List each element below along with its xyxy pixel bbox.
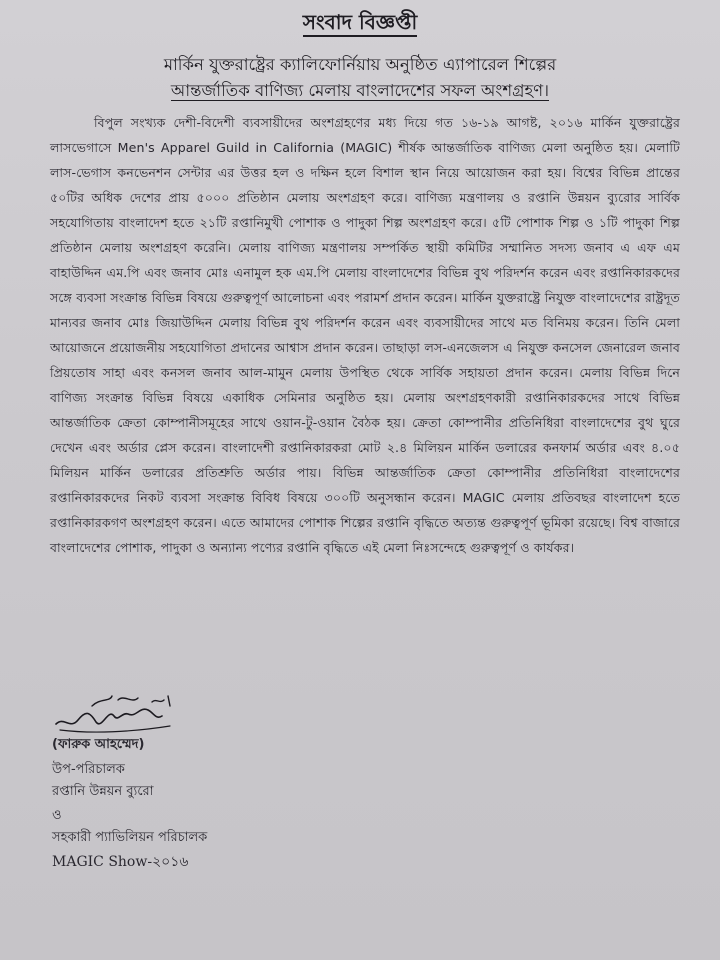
page-title-text: সংবাদ বিজ্ঞপ্তী bbox=[303, 10, 417, 37]
handwritten-signature bbox=[52, 690, 182, 738]
signatory-name: (ফারুক আহম্মেদ) bbox=[52, 737, 145, 752]
body-paragraph: বিপুল সংখ্যক দেশী-বিদেশী ব্যবসায়ীদের অংশগ্রহণের মধ্য দিয়ে গত ১৬-১৯ আগষ্ট, ২০১৬ মার্কিন যুক্তরাষ্ট্রের লাসভেগাসে Men's Apparel Guild in California (MAGIC) শীর্ষক আন্তর্জাতিক বাণিজ্য মেলা অনুষ্ঠিত হয়। মেলাটি লাস-ভেগাস কনভেনশন সেন্টার এর উত্তর হল ও দক্ষিন হলে বিশাল স্থান নিয়ে আয়োজন করা হয়। বিশ্বের বিভিন্ন প্রান্তের ৫০টির অধিক দেশের প্রায় ৫০০০ প্রতিষ্ঠান মেলায় অংশগ্রহণ করে। বাণিজ্য মন্ত্রণালয় ও রপ্তানি উন্নয়ন ব্যুরোর সার্বিক সহযোগিতায় বাংলাদেশ হতে ২১টি রপ্তানিমুখী পোশাক ও পাদুকা শিল্প অংশগ্রহণ করে। ৫টি পোশাক শিল্প ও ১টি পাদুকা শিল্প প্রতিষ্ঠান মেলায় অংশগ্রহণ করেনি। মেলায় বাণিজ্য মন্ত্রণালয় সম্পর্কিত স্থায়ী কমিটির সম্মানিত সদস্য জনাব এ এফ এম বাহাউদ্দিন এম.পি এবং জনাব মোঃ এনামুল হক এম.পি মেলায় বাংলাদেশের বিভিন্ন বুথ পরিদর্শন করেন এবং রপ্তানিকারকদের সঙ্গে ব্যবসা সংক্রান্ত বিভিন্ন বিষয়ে গুরুত্বপূর্ণ আলোচনা এবং পরামর্শ প্রদান করেন। মার্কিন যুক্তরাষ্ট্রে নিযুক্ত বাংলাদেশের রাষ্ট্রদূত মান্যবর জনাব মোঃ জিয়াউদ্দিন মেলায় বিভিন্ন বুথ পরিদর্শন করেন এবং ব্যবসায়ীদের সাথে মত বিনিময় করেন। তিনি মেলা আয়োজনে প্রয়োজনীয় সহযোগিতা প্রদানের আশ্বাস প্রদান করেন। তাছাড়া লস-এনজেলস এ নিযুক্ত কনসেল জেনারেল জনাব প্রিয়তোষ সাহা এবং কনসল জনাব আল-মামুন মেলায় উপস্থিত থেকে সার্বিক সহায়তা প্রদান করেন। মেলায় বিভিন্ন দিনে বাণিজ্য সংক্রান্ত বিভিন্ন বিষয়ে একাধিক সেমিনার অনুষ্ঠিত হয়। মেলায় অংশগ্রহণকারী রপ্তানিকারকদের সাথে বিভিন্ন আন্তর্জাতিক ক্রেতা কোম্পানীসমূহের সাথে ওয়ান-টু-ওয়ান বৈঠক হয়। ক্রেতা কোম্পানীর প্রতিনিধিরা বাংলাদেশের বুথ ঘুরে দেখেন এবং অর্ডার প্লেস করেন। বাংলাদেশী রপ্তানিকারকরা মোট ২.৪ মিলিয়ন মার্কিন ডলারের কনফার্ম অর্ডার এবং ৪.০৫ মিলিয়ন মার্কিন ডলারের প্রতিশ্রুতি অর্ডার পায়। বিভিন্ন আন্তর্জাতিক ক্রেতা কোম্পানীর প্রতিনিধিরা বাংলাদেশের রপ্তানিকারকদের নিকট ব্যবসা সংক্রান্ত বিবিধ বিষয়ে ৩০০টি অনুসন্ধান করেন। MAGIC মেলায় প্রতিবছর বাংলাদেশ হতে রপ্তানিকারকগণ অংশগ্রহণ করেন। এতে আমাদের পোশাক শিল্পের রপ্তানি বৃদ্ধিতে অত্যন্ত গুরুত্বপূর্ণ ভূমিকা রয়েছে। বিশ্ব বাজারে বাংলাদেশের পোশাক, পাদুকা ও অন্যান্য পণ্যের রপ্তানি বৃদ্ধিতে এই মেলা নিঃসন্দেহে গুরুত্বপূর্ণ ও কার্যকর। bbox=[50, 115, 680, 555]
page-title bbox=[0, 8, 720, 41]
subtitle-line-2 bbox=[60, 80, 660, 102]
signatory-event: MAGIC Show-২০১৬ bbox=[52, 854, 189, 870]
signatory-designation-3: সহকারী প্যাভিলিয়ন পরিচালক bbox=[52, 830, 208, 845]
subtitle-line-2-text: আন্তর্জাতিক বাণিজ্য মেলায় বাংলাদেশের সফল অংশগ্রহণ। bbox=[170, 81, 550, 100]
subtitle-line-1: মার্কিন যুক্তরাষ্ট্রের ক্যালিফোর্নিয়ায় অনুষ্ঠিত এ্যাপারেল শিল্পের bbox=[163, 55, 557, 74]
signatory-conjunction: ও bbox=[52, 808, 62, 823]
signatory-designation-1: উপ-পরিচালক bbox=[52, 762, 125, 777]
signatory-designation-2: রপ্তানি উন্নয়ন ব্যুরো bbox=[52, 784, 154, 799]
